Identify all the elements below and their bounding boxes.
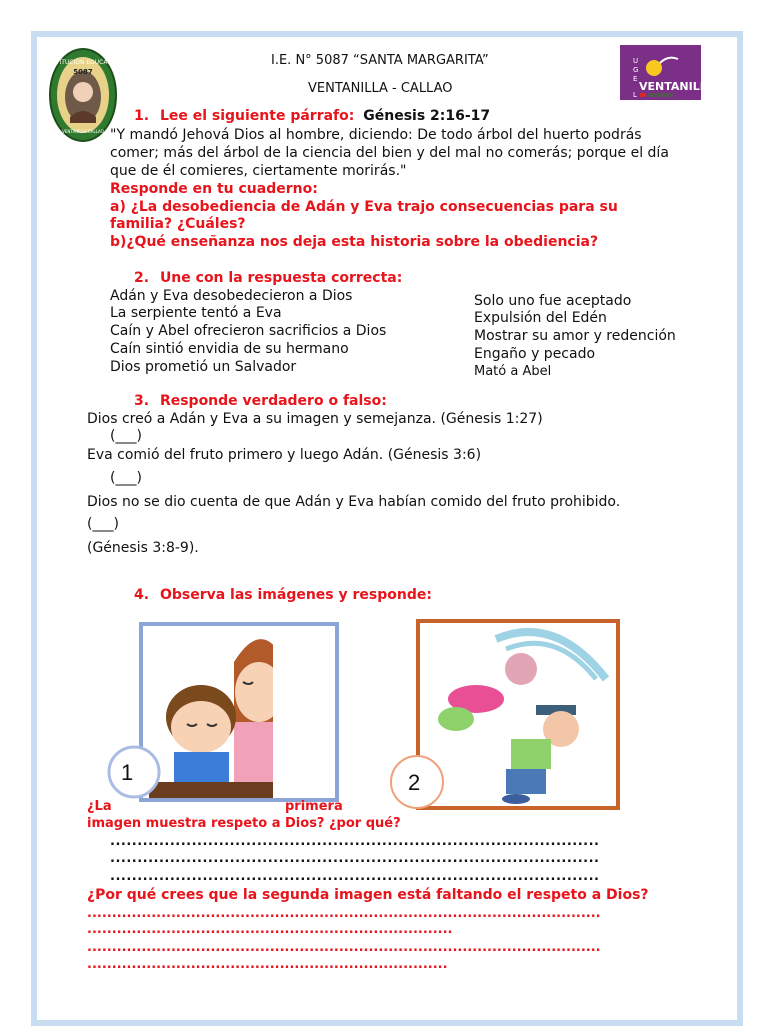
match-right-item: Mató a Abel (474, 364, 552, 379)
praying-children-image (139, 622, 339, 802)
school-location: VENTANILLA - CALLAO (308, 81, 453, 96)
image1-label-circle (107, 745, 161, 799)
answer-line[interactable]: .......................................................................................... (110, 834, 600, 849)
section1-question: b)¿Qué enseñanza nos deja esta historia sobre la obediencia? (110, 234, 599, 250)
section1-question: familia? ¿Cuáles? (110, 216, 246, 232)
svg-text:5087: 5087 (73, 68, 93, 76)
svg-text:U: U (633, 57, 639, 65)
school-logo (45, 47, 121, 143)
quote-line: comer; más del árbol de la ciencia del bien y del mal no comerás; porque el día (110, 145, 669, 161)
quote-line: que de él comieres, ciertamente morirás." (110, 163, 407, 179)
statement: Eva comió del fruto primero y luego Adán. (Génesis 3:6) (87, 447, 482, 463)
answer-blank[interactable]: (___) (110, 470, 142, 486)
question2: ¿Por qué crees que la segunda imagen está faltando el respeto a Dios? (87, 887, 649, 903)
quote-line: "Y mandó Jehová Dios al hombre, diciendo: De todo árbol del huerto podrás (110, 127, 642, 143)
statement: Dios no se dio cuenta de que Adán y Eva habían comido del fruto prohibido. (87, 494, 621, 510)
image1-label: 1 (121, 760, 134, 785)
answer-line[interactable]: ........................................................................................................ (87, 906, 601, 921)
statement: Dios creó a Adán y Eva a su imagen y semejanza. (Génesis 1:27) (87, 411, 543, 427)
question1-word2: primera (285, 799, 343, 814)
section3-heading: 3. Responde verdadero o falso: (134, 393, 387, 409)
answer-line[interactable]: .......................................................................................... (110, 851, 600, 866)
match-left-item: Caín sintió envidia de su hermano (110, 341, 349, 357)
section1-heading: 1. Lee el siguiente párrafo: Génesis 2:16-17 (134, 108, 491, 124)
svg-text:L: L (633, 91, 637, 99)
section4-heading: 4. Observa las imágenes y responde: (134, 587, 432, 603)
answer-line[interactable]: ......................................................................... (87, 957, 448, 972)
section1-instruction: Responde en tu cuaderno: (110, 181, 318, 197)
match-right-item: Expulsión del Edén (474, 310, 607, 326)
svg-text:E: E (633, 75, 638, 83)
school-name: I.E. N° 5087 “SANTA MARGARITA” (271, 53, 489, 68)
question1-line2: imagen muestra respeto a Dios? ¿por qué? (87, 816, 401, 831)
answer-line[interactable]: .......................................................................................... (110, 869, 600, 884)
statement-reference: (Génesis 3:8-9). (87, 540, 199, 556)
answer-line[interactable]: .......................................................................... (87, 922, 453, 937)
match-left-item: Adán y Eva desobedecieron a Dios (110, 288, 353, 304)
answer-blank[interactable]: (___) (87, 516, 119, 532)
answer-blank[interactable]: (___) (110, 428, 142, 444)
match-right-item: Mostrar su amor y redención (474, 328, 676, 344)
section1-question: a) ¿La desobediencia de Adán y Eva trajo consecuencias para su (110, 199, 618, 215)
image2-label: 2 (408, 770, 421, 795)
svg-text:VENTANILLA: VENTANILLA (639, 80, 716, 93)
svg-text:VENTANILLA CALLAO: VENTANILLA CALLAO (62, 129, 104, 134)
ugel-logo (620, 45, 716, 100)
match-right-item: Engaño y pecado (474, 346, 596, 362)
match-left-item: La serpiente tentó a Eva (110, 305, 282, 321)
svg-text:INSTITUCIÓN EDUCATIVA: INSTITUCIÓN EDUCATIVA (45, 59, 121, 66)
match-left-item: Dios prometió un Salvador (110, 359, 297, 375)
match-left-item: Caín y Abel ofrecieron sacrificios a Dios (110, 323, 387, 339)
question1-word1: ¿La (87, 799, 112, 814)
fighting-couple-image (416, 619, 620, 810)
svg-text:G: G (633, 66, 639, 74)
match-right-item: Solo uno fue aceptado (474, 293, 632, 309)
section2-heading: 2. Une con la respuesta correcta: (134, 270, 403, 286)
answer-line[interactable]: ........................................................................................................ (87, 940, 601, 955)
